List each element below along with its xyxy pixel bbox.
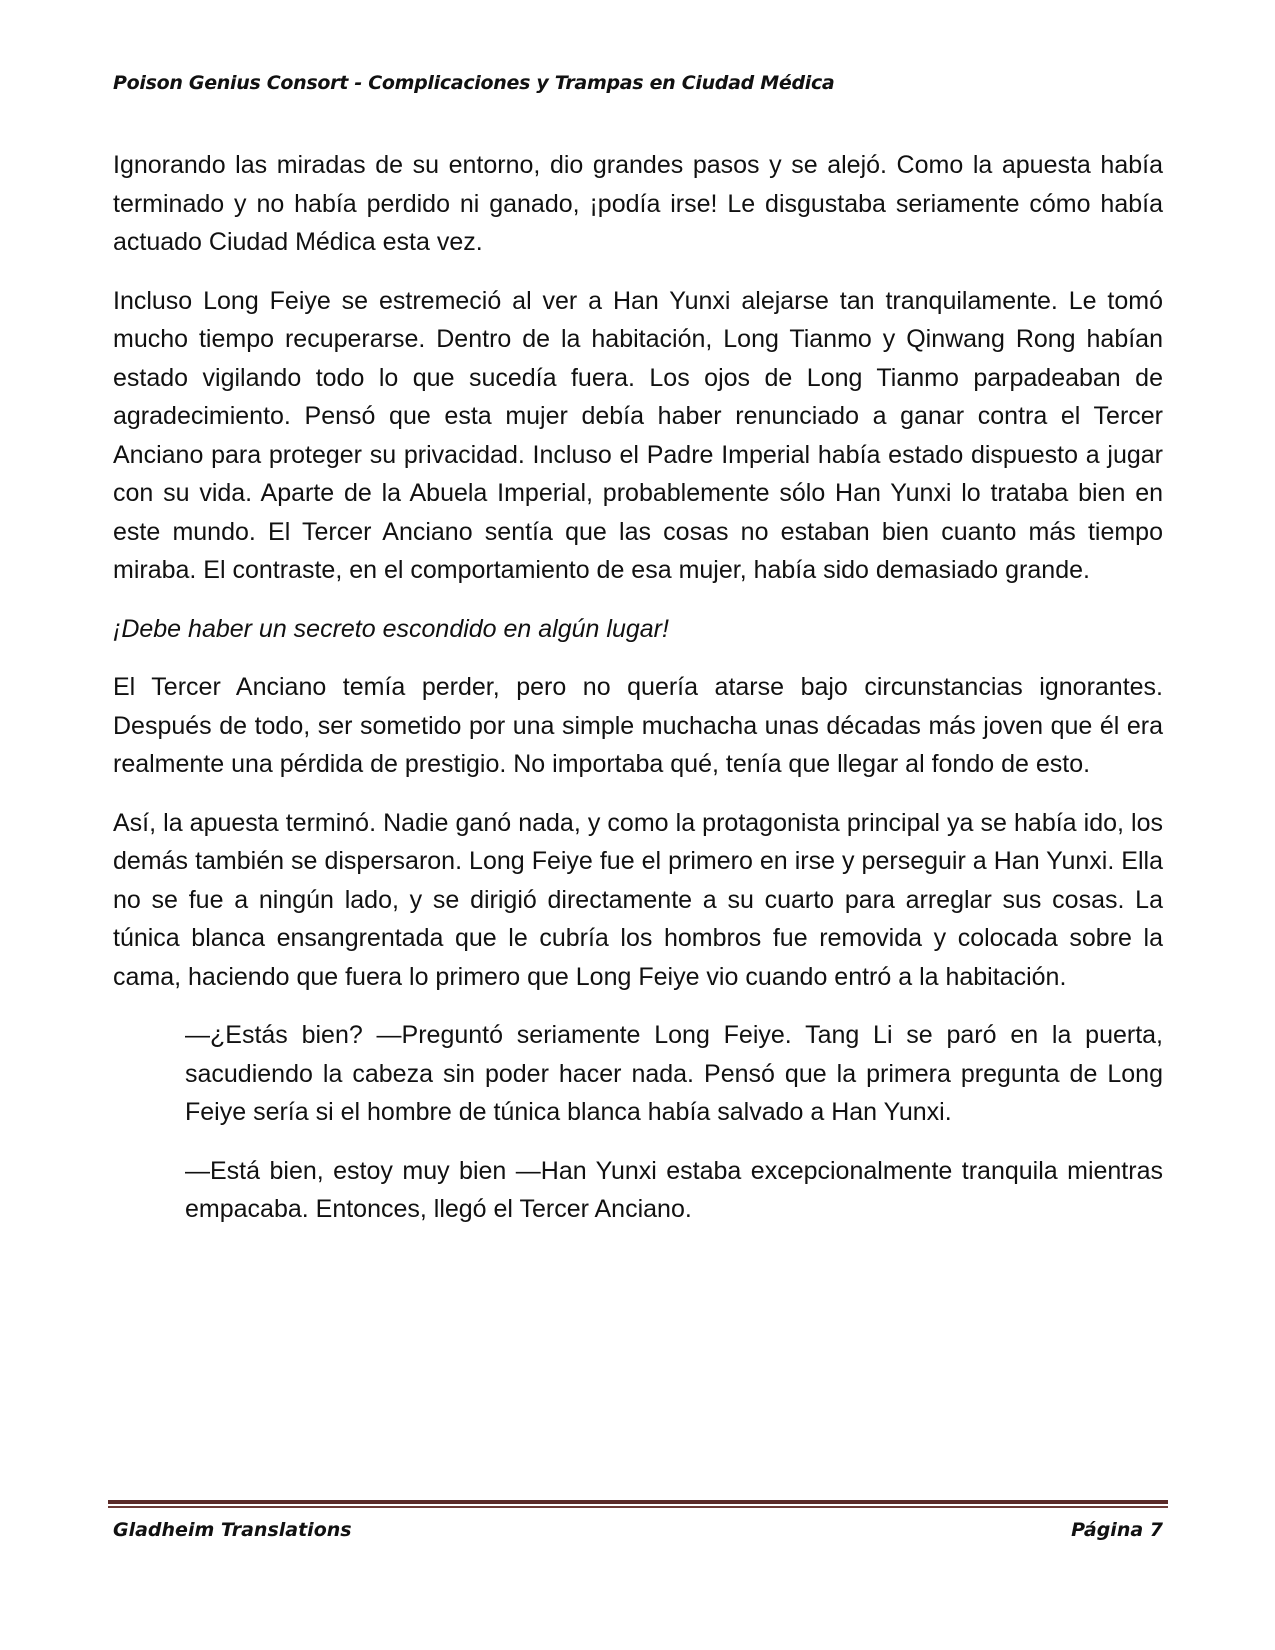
footer-divider-thick [108, 1500, 1168, 1504]
footer-translator: Gladheim Translations [113, 1519, 352, 1541]
document-body [113, 146, 1163, 1249]
footer-divider-thin [108, 1506, 1168, 1508]
paragraph: Ignorando las miradas de su entorno, dio grandes pasos y se alejó. Como la apuesta había terminado y no había perdido ni ganado, ¡podía irse! Le disgustaba seriamente cómo había actuado Ciudad Médica esta vez. [113, 151, 1163, 256]
paragraph: Incluso Long Feiye se estremeció al ver a Han Yunxi alejarse tan tranquilamente. Le tomó mucho tiempo recuperarse. Dentro de la habitación, Long Tianmo y Qinwang Rong habían estado vigilando todo lo que sucedía fuera. Los ojos de Long Tianmo parpadeaban de agradecimiento. Pensó que esta mujer debía haber renunciado a ganar contra el Tercer Anciano para proteger su privacidad. Incluso el Padre Imperial había estado dispuesto a jugar con su vida. Aparte de la Abuela Imperial, probablemente sólo Han Yunxi lo trataba bien en este mundo. El Tercer Anciano sentía que las cosas no estaban bien cuanto más tiempo miraba. El contraste, en el comportamiento de esa mujer, había sido demasiado grande. [113, 286, 1163, 584]
italic-paragraph: ¡Debe haber un secreto escondido en algún lugar! [113, 614, 669, 643]
page-header-title: Poison Genius Consort - Complicaciones y Trampas en Ciudad Médica [113, 72, 835, 94]
dialogue-paragraph: —Está bien, estoy muy bien —Han Yunxi estaba excepcionalmente tranquila mientras empacaba. Entonces, llegó el Tercer Anciano. [185, 1156, 1163, 1223]
footer-divider [108, 1500, 1168, 1508]
paragraph: Así, la apuesta terminó. Nadie ganó nada, y como la protagonista principal ya se había ido, los demás también se dispersaron. Long Feiye fue el primero en irse y perseguir a Han Yunxi. Ella no se fue a ningún lado, y se dirigió directamente a su cuarto para arreglar sus cosas. La túnica blanca ensangrentada que le cubría los hombros fue removida y colocada sobre la cama, haciendo que fuera lo primero que Long Feiye vio cuando entró a la habitación. [113, 808, 1163, 991]
footer-page-number: Página 7 [1071, 1519, 1163, 1541]
dialogue-paragraph: —¿Estás bien? —Preguntó seriamente Long Feiye. Tang Li se paró en la puerta, sacudiendo la cabeza sin poder hacer nada. Pensó que la primera pregunta de Long Feiye sería si el hombre de túnica blanca había salvado a Han Yunxi. [185, 1021, 1163, 1126]
paragraph: El Tercer Anciano temía perder, pero no quería atarse bajo circunstancias ignorantes. Después de todo, ser sometido por una simple muchacha unas décadas más joven que él era realmente una pérdida de prestigio. No importaba qué, tenía que llegar al fondo de esto. [113, 673, 1163, 778]
